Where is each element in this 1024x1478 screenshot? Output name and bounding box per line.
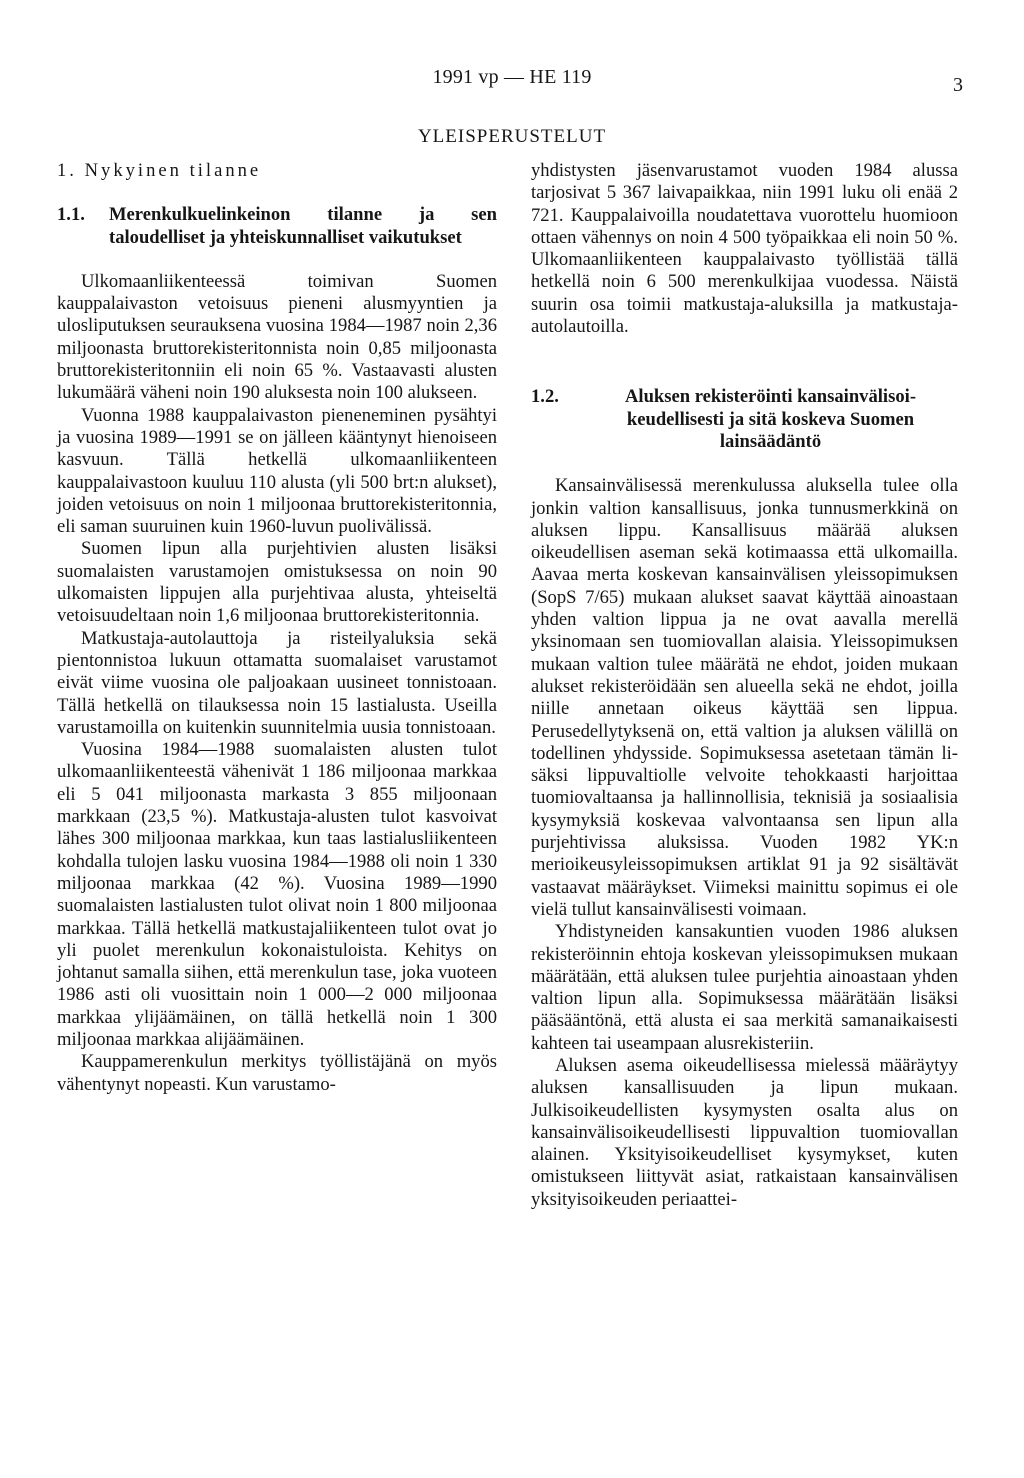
paragraph-continuation: yhdistysten jäsenvarustamot vuoden 1984 alussa tarjosivat 5 367 laivapaikkaa, niin 1991 luku oli enää 2 721. Kauppalaivoilla noudatettava vuorottelu huomioon ottaen vähennys on noin 4 500 työpaikkaa eli noin 50 %. Ulkomaanliikenteen kauppalaivasto työllistää tällä hetkellä noin 6 500 merenkulkijaa vuodessa. Näistä suurin osa toimii matkustaja-aluksilla ja matkustaja-autolautoilla. <box>531 160 958 338</box>
subsection-heading-1-2 <box>531 386 958 453</box>
subsection-heading-1-1 <box>57 204 497 249</box>
right-column <box>531 160 958 1211</box>
page-number: 3 <box>953 74 963 96</box>
paragraph: Yhdistyneiden kansakuntien vuoden 1986 aluksen rekisteröinnin ehtoja koskevan yleissopimuksen mukaan määrätään, että aluksen tulee purjehtia ainoastaan yhden valtion lipun alla. Sopimuksessa määrätään lisäksi pääsääntönä, että alusta ei saa merkitä samanaikaisesti kahteen tai useampaan alusrekisteriin. <box>531 921 958 1054</box>
spacer <box>531 338 958 386</box>
paragraph: Kansainvälisessä merenkulussa aluksella tulee olla jonkin valtion kansallisuus, jonka tunnusmerkkinä on aluksen lippu. Kansallisuus määrää aluksen oikeudellisen aseman sekä kotimaassa että ulkomailla. Aavaa merta koskevan kansainvälisen yleissopimuksen (SopS 7/65) mukaan alukset saavat käyttää ainoastaan yhden valtion lippua ja ne ovat aavalla merellä yksinomaan sen tuomiovallan alaisia. Yleissopimuksen mukaan valtion tulee määrätä ne ehdot, joiden mukaan alukset rekisteröidään sen alueella sekä ne ehdot, joilla niille annetaan oikeus käyttää sen lippua. Perusedellytyksenä on, että valtion ja aluksen välillä on todellinen yhdysside. Sopimuksessa asetetaan tämän lisäksi lippuvaltiolle velvoite tehokkaasti harjoittaa tuomiovaltaansa ja hallinnollisia, teknisiä ja sosiaalisia kysymyksiä koskevaa valvontaansa sen lipun alla purjehtivissa aluksissa. Vuoden 1982 YK:n merioikeusyleissopimuksen artiklat 91 ja 92 sisältävät vastaavat määräykset. Viimeksi mainittu sopimus ei ole vielä tullut kansainvälisesti voimaan. <box>531 475 958 920</box>
subsection-number: 1.1. <box>57 204 85 226</box>
section-heading: 1. Nykyinen tilanne <box>57 160 262 181</box>
subsection-number: 1.2. <box>531 386 559 408</box>
paragraph: Matkustaja-autolauttoja ja risteilyaluksia sekä pientonnistoa lukuun ottamatta suomalaiset varustamot eivät viime vuosina ole paljoakaan uusineet tonnistoaan. Tällä hetkellä on tilauksessa noin 15 lastialusta. Useilla varustamoilla on kuitenkin suunnitelmia uusia tonnistoaan. <box>57 627 497 738</box>
paragraph: Vuonna 1988 kauppalaivaston pieneneminen pysähtyi ja vuosina 1989—1991 se on jälleen kääntynyt hienoiseen kasvuun. Tällä hetkellä ulkomaanliikenteen kauppalaivastoon kuuluu 110 alusta (yli 500 brt:n alukset), joiden vetoisuus on noin 1 miljoonaa bruttorekisteritonnia, eli saman suuruinen kuin 1960-luvun puolivälissä. <box>57 404 497 538</box>
paragraph: Kauppamerenkulun merkitys työllistäjänä on myös vähentynyt nopeasti. Kun varustamo- <box>57 1051 497 1095</box>
part-title: YLEISPERUSTELUT <box>417 126 607 147</box>
left-column <box>57 160 497 1096</box>
subsection-title: Merenkulkuelinkeinon tilanne ja sen taloudelliset ja yhteiskunnalliset vaikutukset <box>109 204 497 248</box>
subsection-title: Aluksen rekisteröinti kansainvälisoikeudellisesti ja sitä koskeva Suomen lainsäädäntö <box>624 386 917 452</box>
paragraph: Aluksen asema oikeudellisessa mielessä määräytyy aluksen kansallisuuden ja lipun mukaan. Julkisoikeudellisten kysymysten osalta alus on kansainvälisoikeudellisesti lippuvaltion tuomiovallan alainen. Yksityisoikeudelliset kysymykset, kuten omistukseen liittyvät asiat, ratkaistaan kansainvälisen yksityisoikeuden periaattei- <box>531 1054 958 1210</box>
paragraph: Vuosina 1984—1988 suomalaisten alusten tulot ulkomaanliikenteestä vähenivät 1 186 miljoonaa markkaa eli 5 041 miljoonasta markasta 3 855 miljoonaan markkaan (23,5 %). Matkustaja-alusten tulot kasvoivat lähes 300 miljoonaa markkaa, kun taas lastialusliikenteen kohdalla tulojen lasku vuosina 1984—1988 oli noin 1 330 miljoonaa markkaa (42 %). Vuosina 1989—1990 suomalaisten lastialusten tulot olivat noin 1 800 miljoonaa markkaa. Tällä hetkellä matkustajaliikenteen tulot ovat jo yli puolet merenkulun kokonaistuloista. Kehitys on johtanut samalla siihen, että merenkulun tase, joka vuoteen 1986 asti oli vuosittain noin 1 000—2 000 miljoonaa markkaa ylijäämäinen, on tällä hetkellä noin 1 300 miljoonaa markkaa alijäämäinen. <box>57 739 497 1050</box>
paragraph: Suomen lipun alla purjehtivien alusten lisäksi suomalaisten varustamojen omistuksessa on noin 90 ulkomaisten lippujen alla purjehtivaa alusta, yhteiseltä vetoisuudeltaan noin 1,6 miljoonaa bruttorekisteritonnia. <box>57 538 497 627</box>
paragraph: Ulkomaanliikenteessä toimivan Suomen kauppalaivaston vetoisuus pieneni alusmyyntien ja ulosliputuksen seurauksena vuosina 1984—1987 noin 2,36 miljoonasta bruttorekisteritonnista noin 0,85 miljoonasta bruttorekisteritonniin eli noin 65 %. Vastaavasti alusten lukumäärä väheni noin 190 aluksesta noin 100 alukseen. <box>57 270 497 404</box>
running-head: 1991 vp — HE 119 <box>432 66 592 88</box>
